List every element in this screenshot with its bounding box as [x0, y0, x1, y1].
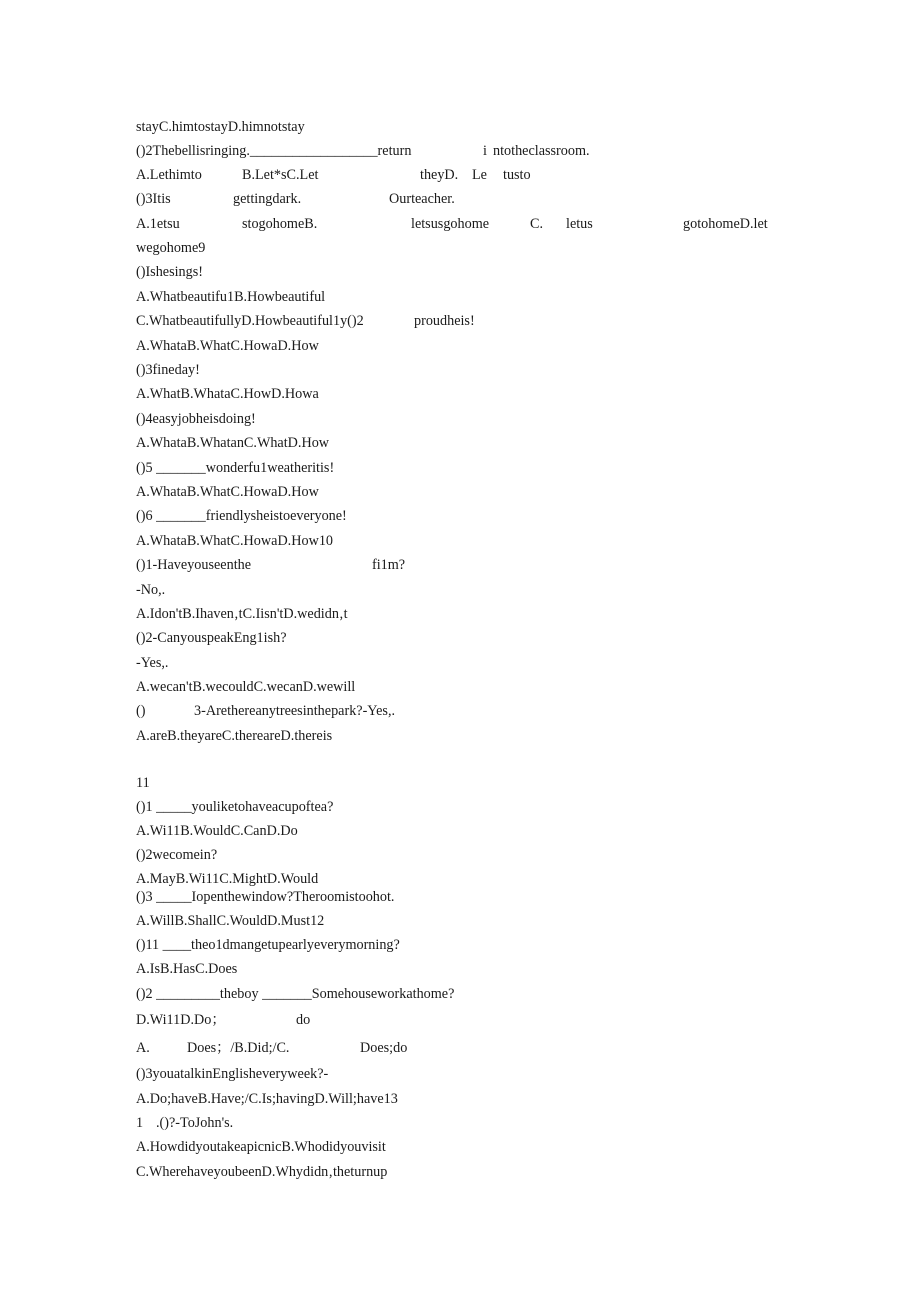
text-line: ()3 _____Iopenthewindow?Theroomistoohot. — [136, 889, 395, 905]
text-line: ()3Itis — [136, 191, 171, 207]
text-line: A.HowdidyoutakeapicnicB.Whodidyouvisit — [136, 1139, 386, 1155]
text-segment: letus — [566, 216, 593, 232]
text-line: ()2Thebellisringing.__________________return — [136, 143, 412, 159]
text-line: ()2wecomein? — [136, 847, 218, 863]
text-line: C.WhatbeautifullyD.Howbeautiful1y()2 — [136, 313, 364, 329]
text-line: 1 — [136, 1115, 144, 1131]
text-line: ()1-Haveyouseenthe — [136, 557, 252, 573]
text-segment: .()?-ToJohn's. — [156, 1115, 234, 1131]
text-segment: fi1m? — [372, 557, 406, 573]
text-line: ()5 _______wonderfu1weatheritis! — [136, 460, 335, 476]
text-segment: Ourteacher. — [389, 191, 455, 207]
text-line: ()11 ____theo1dmangetupearlyeverymorning? — [136, 937, 400, 953]
text-line: A.Idon'tB.Ihaven‚tC.Iisn'tD.wedidn‚t — [136, 606, 348, 622]
text-segment: do — [296, 1012, 311, 1028]
text-line: A.WhataB.WhatC.HowaD.How10 — [136, 533, 334, 549]
text-line: C.WherehaveyoubeenD.Whydidn‚theturnup — [136, 1164, 388, 1180]
text-line: A.Do;haveB.Have;/C.Is;havingD.Will;have13 — [136, 1091, 398, 1107]
text-segment: gotohomeD.let — [683, 216, 768, 232]
text-line: () — [136, 703, 146, 719]
text-segment: 3-Arethereanytreesinthepark?-Yes,. — [194, 703, 396, 719]
text-line: A.Wi11B.WouldC.CanD.Do — [136, 823, 298, 839]
text-segment: ntotheclassroom. — [493, 143, 590, 159]
text-line: D.Wi11D.Do； — [136, 1012, 226, 1028]
text-segment: tusto — [503, 167, 531, 183]
text-line: -No,. — [136, 582, 166, 598]
text-line: A. — [136, 1040, 150, 1056]
text-line: A.WhatB.WhataC.HowD.Howa — [136, 386, 319, 402]
text-line: -Yes,. — [136, 655, 169, 671]
text-segment: theyD. — [420, 167, 459, 183]
text-line: A.MayB.Wi11C.MightD.Would — [136, 871, 319, 887]
text-segment: Does;do — [360, 1040, 408, 1056]
text-line: ()Ishesings! — [136, 264, 203, 280]
text-segment: C. — [530, 216, 544, 232]
text-line: ()1 _____youliketohaveacupoftea? — [136, 799, 334, 815]
text-line: ()3fineday! — [136, 362, 200, 378]
text-line: wegohome9 — [136, 240, 206, 256]
text-line: ()2 _________theboy _______Somehouseworkathome? — [136, 986, 455, 1002]
text-segment: Le — [472, 167, 487, 183]
section-number: 11 — [136, 775, 150, 791]
text-line: A.Lethimto — [136, 167, 202, 183]
text-line: A.wecan'tB.wecouldC.wecanD.wewill — [136, 679, 356, 695]
text-line: A.WillB.ShallC.WouldD.Must12 — [136, 913, 325, 929]
text-line: A.1etsu — [136, 216, 180, 232]
text-line: A.Whatbeautifu1B.Howbeautiful — [136, 289, 326, 305]
text-segment: letsusgohome — [411, 216, 490, 232]
text-segment: proudheis! — [414, 313, 475, 329]
text-segment: Does；/B.Did;/C. — [187, 1040, 290, 1056]
text-segment: B.Let*sC.Let — [242, 167, 319, 183]
text-line: A.WhataB.WhatC.HowaD.How — [136, 338, 319, 354]
text-segment: gettingdark. — [233, 191, 302, 207]
text-line: A.areB.theyareC.thereareD.thereis — [136, 728, 333, 744]
text-line: A.WhataB.WhatC.HowaD.How — [136, 484, 319, 500]
text-line: ()4easyjobheisdoing! — [136, 411, 256, 427]
text-line: ()2-CanyouspeakEng1ish? — [136, 630, 287, 646]
text-line: stayC.himtostayD.himnotstay — [136, 119, 305, 135]
text-line: ()3youatalkinEnglisheveryweek?- — [136, 1066, 329, 1082]
text-line: A.IsB.HasC.Does — [136, 961, 238, 977]
text-segment: stogohomeB. — [242, 216, 318, 232]
text-line: A.WhataB.WhatanC.WhatD.How — [136, 435, 330, 451]
text-segment: i — [483, 143, 487, 159]
text-line: ()6 _______friendlysheistoeveryone! — [136, 508, 347, 524]
